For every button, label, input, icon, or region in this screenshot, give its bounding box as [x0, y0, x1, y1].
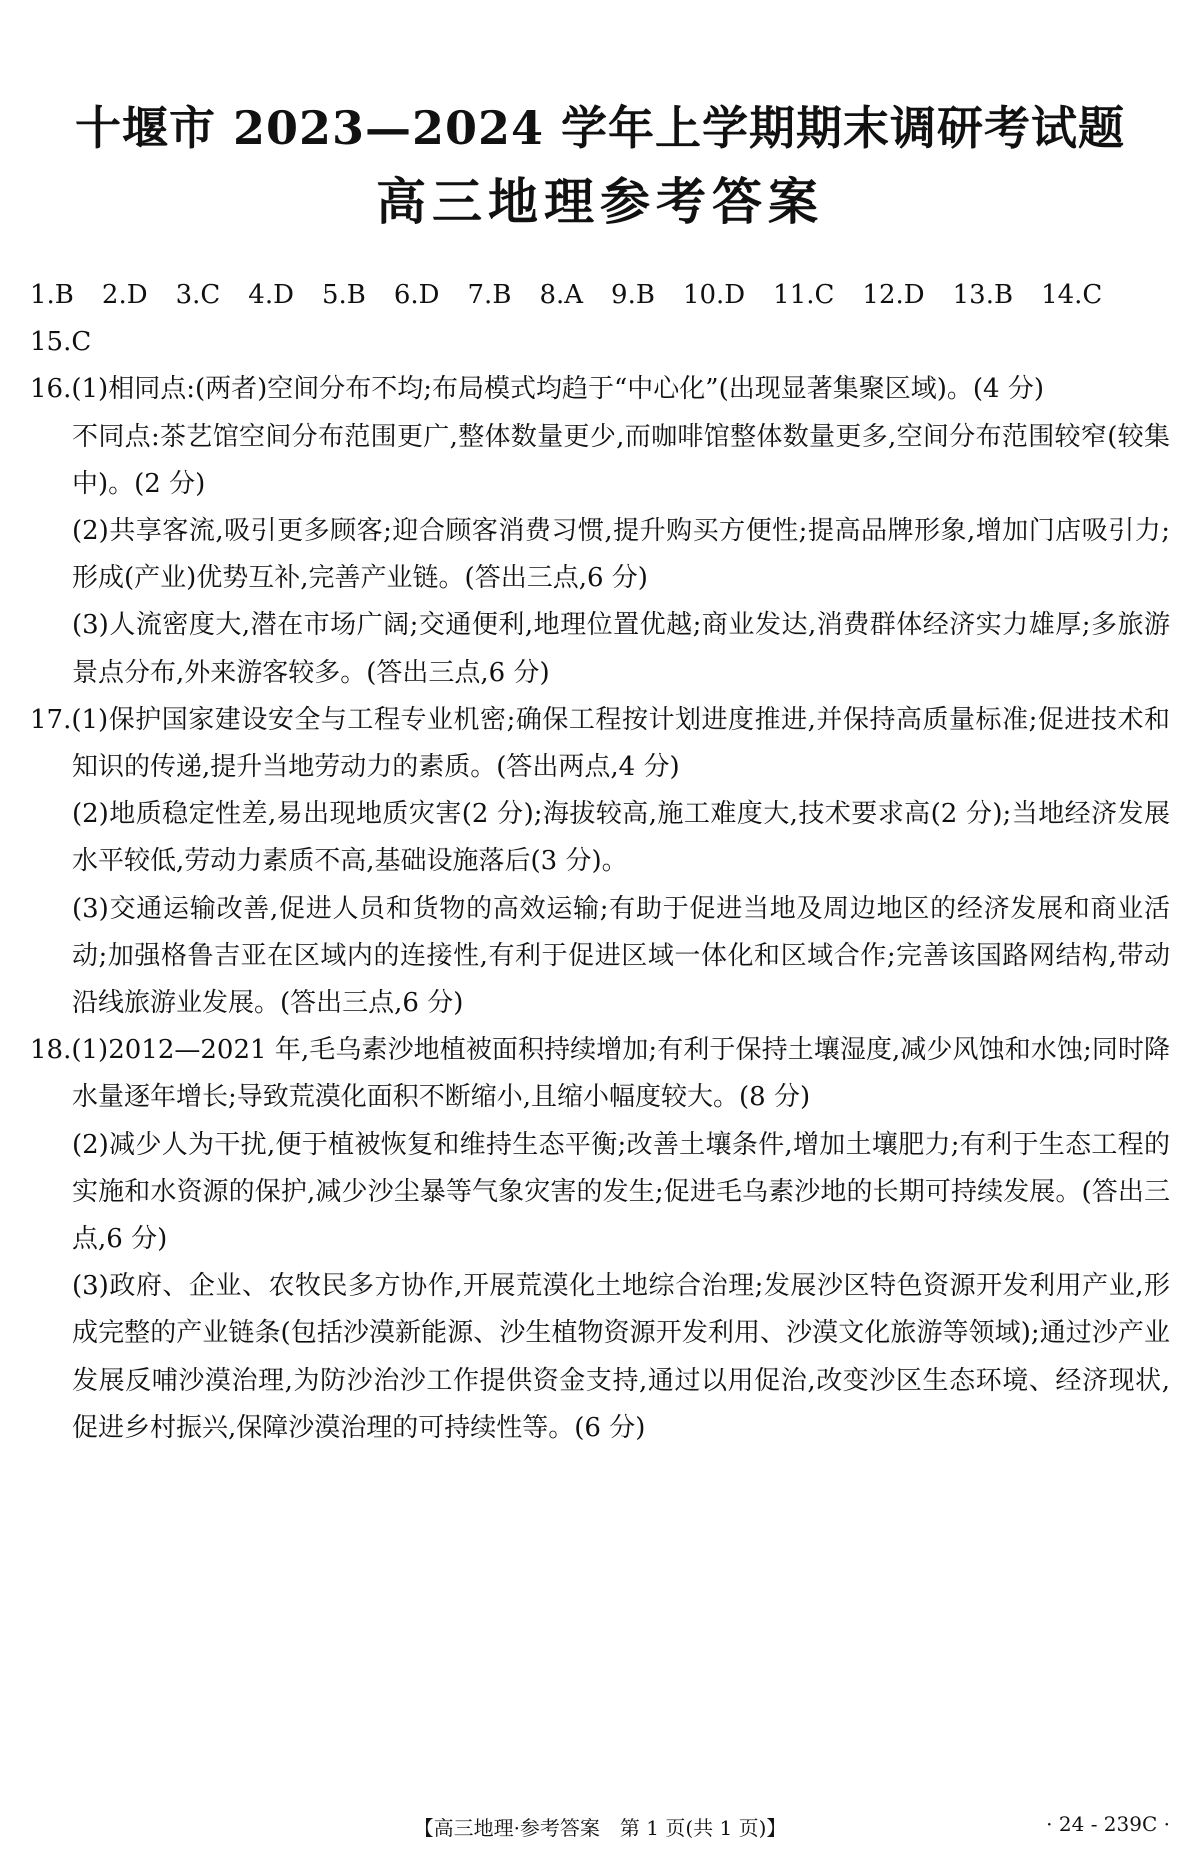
- question-number: 18.: [30, 1035, 72, 1066]
- question-18-part-3: (3)政府、企业、农牧民多方协作,开展荒漠化土地综合治理;发展沙区特色资源开发利用产业,形成完整的产业链条(包括沙漠新能源、沙生植物资源开发利用、沙漠文化旅游等领域);通过沙产业发展反哺沙漠治理,为防沙治沙工作提供资金支持,通过以用促治,改变沙区生态环境、经济现状,促进乡村振兴,保障沙漠治理的可持续性等。(6 分): [72, 1271, 1170, 1443]
- choice-answer: 7.B: [467, 280, 512, 310]
- answer-text: (1)2012—2021 年,毛乌素沙地植被面积持续增加;有利于保持土壤湿度,减少风蚀和水蚀;同时降水量逐年增长;导致荒漠化面积不断缩小,且缩小幅度较大。(8 分): [71, 1035, 1170, 1113]
- answer-body: [30, 272, 1170, 1452]
- question-16-part-3: (3)人流密度大,潜在市场广阔;交通便利,地理位置优越;商业发达,消费群体经济实力雄厚;多旅游景点分布,外来游客较多。(答出三点,6 分): [72, 610, 1170, 688]
- choice-answer: 8.A: [539, 280, 584, 310]
- footer-code: · 24 - 239C ·: [1046, 1812, 1170, 1836]
- choice-answer: 2.D: [101, 280, 148, 310]
- answer-text: (1)保护国家建设安全与工程专业机密;确保工程按计划进度推进,并保持高质量标准;促进技术和知识的传递,提升当地劳动力的素质。(答出两点,4 分): [71, 704, 1170, 783]
- question-17-part-2: (2)地质稳定性差,易出现地质灾害(2 分);海拔较高,施工难度大,技术要求高(2 分);当地经济发展水平较低,劳动力素质不高,基础设施落后(3 分)。: [72, 799, 1170, 877]
- answer-text: (1)相同点:(两者)空间分布不均;布局模式均趋于“中心化”(出现显著集聚区域)。(4 分): [71, 374, 1044, 405]
- choice-answer: 13.B: [952, 280, 1014, 310]
- question-number: 17.: [30, 704, 72, 735]
- choice-answer: 4.D: [248, 280, 294, 310]
- footer-page-info: 【高三地理·参考答案 第 1 页(共 1 页)】: [413, 1816, 787, 1840]
- question-16-part-1b: 不同点:茶艺馆空间分布范围更广,整体数量更少,而咖啡馆整体数量更多,空间分布范围较窄(较集中)。(2 分): [72, 421, 1170, 499]
- question-number: 16.: [30, 374, 72, 405]
- choice-answer: 5.B: [321, 280, 366, 310]
- choice-answer: 6.D: [393, 280, 440, 310]
- choice-answer: 14.C: [1041, 280, 1103, 310]
- choice-answers-row-1: [30, 272, 1170, 319]
- choice-answer: 9.B: [611, 280, 655, 310]
- choice-answer: 10.D: [682, 280, 746, 310]
- question-16-part-2: (2)共享客流,吸引更多顾客;迎合顾客消费习惯,提升购买方便性;提高品牌形象,增加门店吸引力;形成(产业)优势互补,完善产业链。(答出三点,6 分): [72, 516, 1170, 594]
- page-footer: [0, 1812, 1200, 1842]
- choice-answer: 12.D: [862, 280, 925, 310]
- exam-title: 十堰市 2023—2024 学年上学期期末调研考试题: [74, 101, 1126, 155]
- choice-answer: 15.C: [30, 327, 92, 358]
- question-17-part-3: (3)交通运输改善,促进人员和货物的高效运输;有助于促进当地及周边地区的经济发展和商业活动;加强格鲁吉亚在区域内的连接性,有利于促进区域一体化和区域合作;完善该国路网结构,带动沿线旅游业发展。(答出三点,6 分): [72, 893, 1170, 1019]
- question-17: [30, 697, 1170, 1027]
- question-16-part-1: [30, 366, 1170, 413]
- answer-key-title: 高三地理参考答案: [376, 172, 824, 231]
- question-18-part-1: [30, 1027, 1170, 1121]
- question-17-part-1: [30, 697, 1170, 791]
- choice-answer: 1.B: [30, 280, 74, 310]
- choice-answer: 3.C: [175, 280, 221, 310]
- question-16: [30, 366, 1170, 696]
- choice-answer: 11.C: [773, 280, 835, 310]
- question-18-part-2: (2)减少人为干扰,便于植被恢复和维持生态平衡;改善土壤条件,增加土壤肥力;有利于生态工程的实施和水资源的保护,减少沙尘暴等气象灾害的发生;促进毛乌素沙地的长期可持续发展。(答出三点,6 分): [72, 1129, 1170, 1255]
- choice-answers-row-2: [30, 319, 1170, 366]
- question-18: [30, 1027, 1170, 1452]
